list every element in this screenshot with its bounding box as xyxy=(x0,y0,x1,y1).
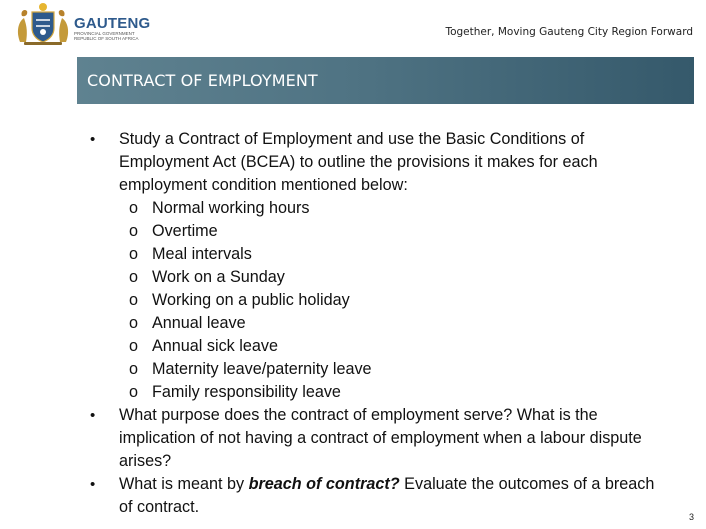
bullet-suffix: Evaluate the outcomes of a breach of contract. xyxy=(119,475,655,516)
list-item: o Overtime xyxy=(119,220,670,243)
bullet-text: What purpose does the contract of employment serve? What is the implication of not having a contract of employment when a labour dispute arises? xyxy=(119,406,642,470)
logo-line-1: PROVINCIAL GOVERNMENT xyxy=(74,31,135,36)
list-item: o Family responsibility leave xyxy=(119,381,670,404)
bullet-text: Study a Contract of Employment and use the Basic Conditions of Employment Act (BCEA) to outline the provisions it makes for each employment condition mentioned below: xyxy=(119,130,598,194)
list-item: o Annual leave xyxy=(119,312,670,335)
condition-list xyxy=(119,197,670,404)
page-number: 3 xyxy=(689,512,695,522)
page-title: CONTRACT OF EMPLOYMENT xyxy=(87,71,318,90)
logo-line-2: REPUBLIC OF SOUTH AFRICA xyxy=(74,36,139,41)
title-bar xyxy=(77,57,694,104)
slide-content xyxy=(90,128,670,519)
bullet-emphasis: breach of contract? xyxy=(248,475,400,493)
bullet-study-contract xyxy=(90,128,670,404)
list-item: o Annual sick leave xyxy=(119,335,670,358)
coat-of-arms-icon xyxy=(12,2,74,46)
bullet-contract-purpose xyxy=(90,404,670,473)
list-item: o Maternity leave/paternity leave xyxy=(119,358,670,381)
list-item: o Work on a Sunday xyxy=(119,266,670,289)
logo-name: GAUTENG xyxy=(74,15,151,32)
gauteng-logo xyxy=(12,2,151,46)
list-item: o Normal working hours xyxy=(119,197,670,220)
list-item: o Working on a public holiday xyxy=(119,289,670,312)
header-tagline: Together, Moving Gauteng City Region Forward xyxy=(445,26,693,38)
list-item: o Meal intervals xyxy=(119,243,670,266)
logo-wordmark xyxy=(74,15,151,41)
bullet-breach-of-contract xyxy=(90,473,670,519)
bullet-prefix: What is meant by xyxy=(119,475,249,493)
